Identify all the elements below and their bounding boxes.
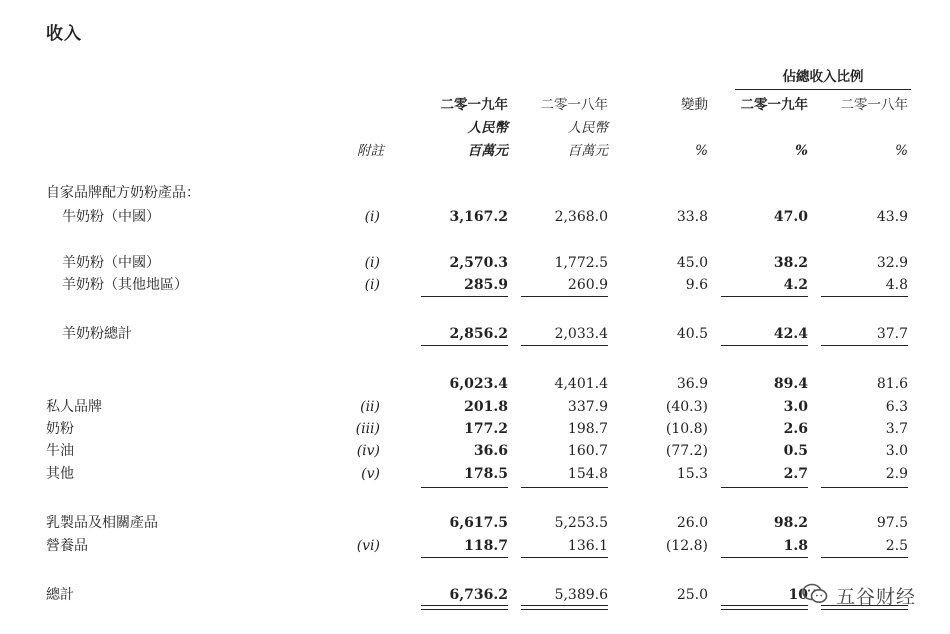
cell-v2018: 136.1 <box>567 538 608 554</box>
col-pct-2018-header: 二零一八年 <box>840 97 908 113</box>
cell-note: (iv) <box>356 443 380 459</box>
cell-p2019: 98.2 <box>773 515 808 531</box>
cell-p2018: 3.7 <box>885 421 908 437</box>
subtotal-rule <box>421 296 508 297</box>
row-label: 營養品 <box>46 538 88 554</box>
subtotal-rule <box>521 296 608 297</box>
subtotal-rule <box>521 557 608 558</box>
col-2018-header: 二零一八年 <box>540 97 608 113</box>
pct-change-header: % <box>695 143 708 159</box>
pct-2018-header: % <box>895 143 908 159</box>
cell-p2019: 3.0 <box>783 399 808 415</box>
cell-chg: 33.8 <box>676 209 708 225</box>
cell-chg: 9.6 <box>685 277 708 293</box>
row-label: 牛奶粉（中國） <box>62 209 160 225</box>
cell-p2018: 43.9 <box>876 209 908 225</box>
cell-p2018: 4.8 <box>885 277 908 293</box>
subtotal-rule <box>421 345 508 346</box>
cell-chg: 45.0 <box>676 255 708 271</box>
wechat-icon <box>802 583 828 605</box>
cell-v2018: 1,772.5 <box>554 255 608 271</box>
subtotal-rule <box>721 345 808 346</box>
page-title: 收入 <box>46 24 82 44</box>
subtotal-rule <box>421 487 508 488</box>
row-label: 總計 <box>46 587 74 603</box>
row-label: 羊奶粉（其他地區） <box>62 277 188 293</box>
cell-p2018: 32.9 <box>876 255 908 271</box>
cell-note: (ii) <box>360 399 380 415</box>
cell-p2019: 47.0 <box>773 209 808 225</box>
cell-v2019: 177.2 <box>464 421 508 437</box>
row-label: 羊奶粉（中國） <box>62 255 160 271</box>
subtotal-rule <box>721 296 808 297</box>
subtotal-rule <box>821 296 908 297</box>
cell-p2018: 2.9 <box>885 466 908 482</box>
subtotal-rule <box>721 487 808 488</box>
cell-chg: (12.8) <box>665 538 708 554</box>
cell-v2019: 2,570.3 <box>449 255 508 271</box>
cell-v2018: 337.9 <box>567 399 608 415</box>
subtotal-rule <box>421 557 508 558</box>
cell-note: (i) <box>364 255 380 271</box>
subtotal-rule <box>821 345 908 346</box>
row-label: 羊奶粉總計 <box>62 326 132 342</box>
cell-v2019: 118.7 <box>464 538 508 554</box>
cell-p2018: 37.7 <box>876 326 908 342</box>
cell-chg: (10.8) <box>665 421 708 437</box>
header-underline <box>735 89 911 90</box>
subtotal-rule <box>821 557 908 558</box>
cell-p2019: 42.4 <box>773 326 808 342</box>
cell-p2019: 89.4 <box>773 376 808 392</box>
cell-note: (v) <box>361 466 380 482</box>
total-double-rule <box>521 605 608 610</box>
revenue-share-header: 佔總收入比例 <box>782 69 864 85</box>
subtotal-rule <box>521 487 608 488</box>
pct-2019-header: % <box>795 143 808 159</box>
cell-chg: 26.0 <box>676 515 708 531</box>
row-label: 奶粉 <box>46 421 74 437</box>
total-double-rule <box>421 605 508 610</box>
cell-v2018: 2,368.0 <box>554 209 608 225</box>
rmb-2019-header: 人民幣 <box>467 120 508 136</box>
cell-v2018: 2,033.4 <box>554 326 608 342</box>
mn-2018-header: 百萬元 <box>567 143 608 159</box>
cell-p2018: 3.0 <box>885 443 908 459</box>
cell-v2018: 260.9 <box>567 277 608 293</box>
cell-p2019: 38.2 <box>773 255 808 271</box>
cell-chg: (77.2) <box>665 443 708 459</box>
cell-p2019: 4.2 <box>783 277 808 293</box>
col-pct-2019-header: 二零一九年 <box>740 97 808 113</box>
cell-v2018: 198.7 <box>567 421 608 437</box>
cell-chg: 15.3 <box>676 466 708 482</box>
cell-v2019: 36.6 <box>473 443 508 459</box>
cell-p2018: 6.3 <box>885 399 908 415</box>
cell-p2019: 0.5 <box>783 443 808 459</box>
cell-note: (vi) <box>356 538 380 554</box>
watermark <box>758 578 948 610</box>
subtotal-rule <box>821 487 908 488</box>
cell-chg: 36.9 <box>676 376 708 392</box>
cell-p2019: 2.6 <box>783 421 808 437</box>
cell-note: (iii) <box>355 421 380 437</box>
cell-p2019: 10 <box>788 587 808 603</box>
row-label: 自家品牌配方奶粉產品： <box>46 185 200 201</box>
col-2019-header: 二零一九年 <box>440 97 508 113</box>
cell-v2019: 285.9 <box>464 277 508 293</box>
note-header: 附註 <box>357 143 384 159</box>
cell-chg: (40.3) <box>665 399 708 415</box>
cell-chg: 40.5 <box>676 326 708 342</box>
cell-v2019: 6,736.2 <box>449 587 508 603</box>
cell-v2018: 154.8 <box>567 466 608 482</box>
cell-p2018: 2.5 <box>885 538 908 554</box>
row-label: 乳製品及相關產品 <box>46 515 158 531</box>
cell-note: (i) <box>364 209 380 225</box>
cell-chg: 25.0 <box>676 587 708 603</box>
subtotal-rule <box>521 345 608 346</box>
cell-v2018: 4,401.4 <box>554 376 608 392</box>
cell-v2019: 6,617.5 <box>449 515 508 531</box>
cell-v2019: 201.8 <box>464 399 508 415</box>
rmb-2018-header: 人民幣 <box>567 120 608 136</box>
cell-v2018: 5,253.5 <box>554 515 608 531</box>
cell-p2018: 97.5 <box>876 515 908 531</box>
cell-v2019: 3,167.2 <box>449 209 508 225</box>
cell-v2019: 6,023.4 <box>449 376 508 392</box>
row-label: 牛油 <box>46 443 74 459</box>
cell-v2019: 2,856.2 <box>449 326 508 342</box>
watermark-text: 五谷财经 <box>836 586 917 608</box>
cell-note: (i) <box>364 277 380 293</box>
cell-v2019: 178.5 <box>464 466 508 482</box>
row-label: 其他 <box>46 466 74 482</box>
cell-p2019: 1.8 <box>783 538 808 554</box>
cell-p2019: 2.7 <box>783 466 808 482</box>
cell-p2018: 81.6 <box>876 376 908 392</box>
col-change-header: 變動 <box>681 97 708 113</box>
cell-v2018: 5,389.6 <box>554 587 608 603</box>
row-label: 私人品牌 <box>46 399 102 415</box>
subtotal-rule <box>721 557 808 558</box>
cell-v2018: 160.7 <box>567 443 608 459</box>
mn-2019-header: 百萬元 <box>467 143 508 159</box>
